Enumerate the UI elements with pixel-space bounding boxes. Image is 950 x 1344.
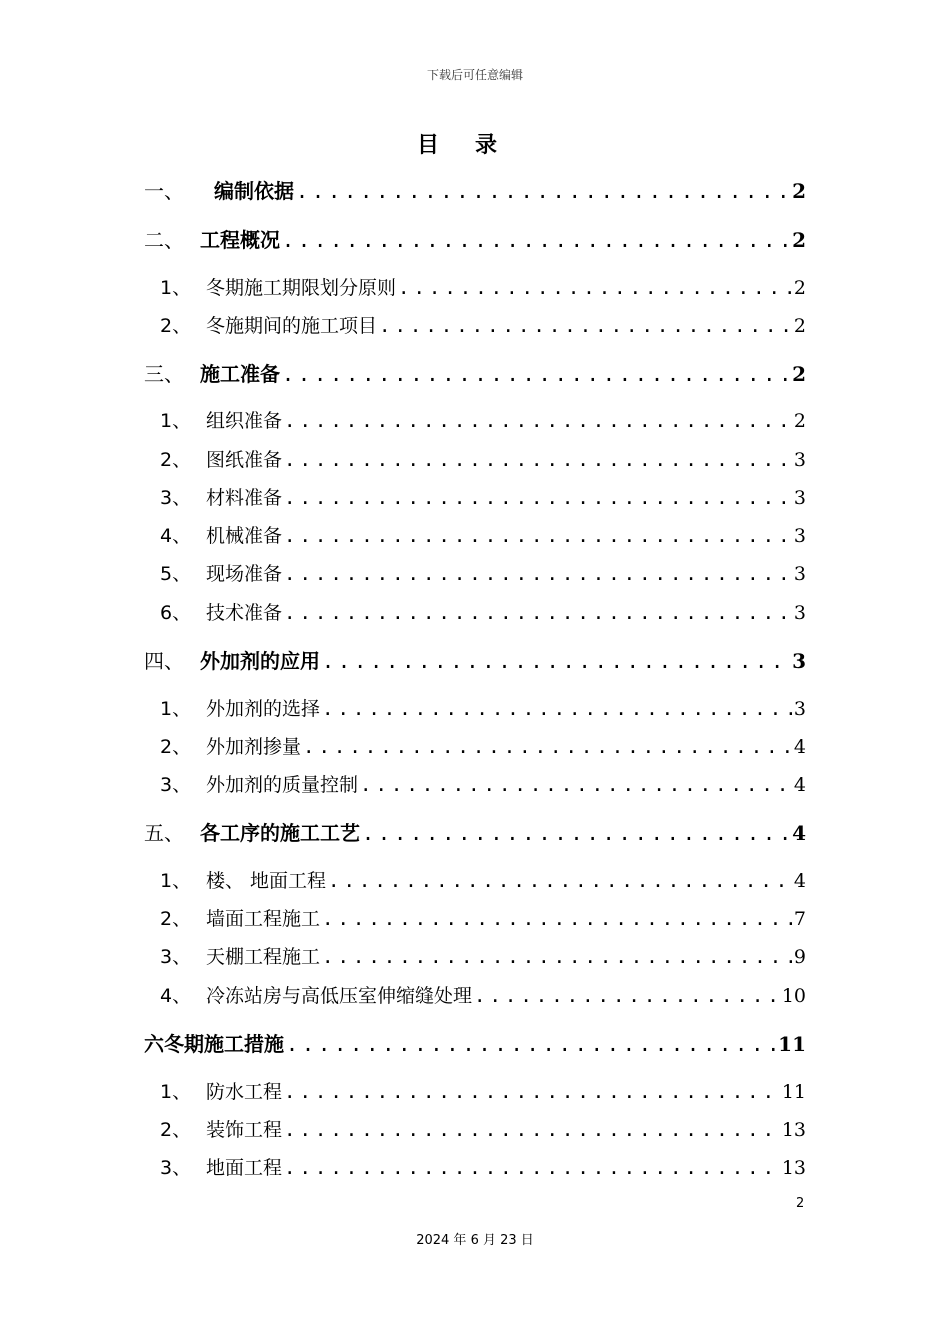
toc-entry-number: 2、 xyxy=(160,315,192,337)
toc-entry[interactable] xyxy=(144,1153,806,1183)
toc-entry[interactable] xyxy=(144,818,806,848)
toc-leader-dots xyxy=(474,981,780,1011)
toc-leader-dots xyxy=(303,732,792,762)
toc-entry-page: 3 xyxy=(793,449,806,471)
toc-entry-number: 一、 xyxy=(144,179,184,203)
toc-leader-dots xyxy=(282,225,790,255)
toc-entry-number: 3、 xyxy=(160,1157,192,1179)
toc-entry-number: 四、 xyxy=(144,649,184,673)
toc-entry-number: 2、 xyxy=(160,449,192,471)
toc-entry[interactable] xyxy=(144,732,806,762)
toc-leader-dots xyxy=(360,770,792,800)
toc-entry[interactable] xyxy=(144,273,806,303)
toc-leader-dots xyxy=(284,445,792,475)
toc-entry[interactable] xyxy=(144,694,806,724)
toc-entry-title: 现场准备 xyxy=(206,563,283,585)
toc-entry-title: 防水工程 xyxy=(206,1081,283,1103)
toc-entry-title: 地面工程 xyxy=(206,1157,283,1179)
toc-leader-dots xyxy=(398,273,792,303)
toc-leader-dots xyxy=(296,176,790,206)
toc-leader-dots xyxy=(362,818,790,848)
toc-entry[interactable] xyxy=(144,311,806,341)
toc-entry-number: 3、 xyxy=(160,487,192,509)
toc-leader-dots xyxy=(322,646,790,676)
toc-entry[interactable] xyxy=(144,1029,806,1059)
toc-entry[interactable] xyxy=(144,942,806,972)
toc-entry-page: 11 xyxy=(781,1081,806,1103)
toc-entry-title: 天棚工程施工 xyxy=(206,946,321,968)
toc-entry-page: 3 xyxy=(792,649,806,673)
toc-entry[interactable] xyxy=(144,1115,806,1145)
toc-entry-title: 图纸准备 xyxy=(206,449,283,471)
toc-entry-title: 组织准备 xyxy=(206,410,283,432)
toc-entry-title: 编制依据 xyxy=(214,179,294,203)
toc-leader-dots xyxy=(322,694,792,724)
toc-entry-number: 2、 xyxy=(160,736,192,758)
toc-entry[interactable] xyxy=(144,406,806,436)
toc-entry[interactable] xyxy=(144,225,806,255)
toc-leader-dots xyxy=(284,559,792,589)
toc-entry-page: 9 xyxy=(793,946,806,968)
toc-entry-title: 材料准备 xyxy=(206,487,283,509)
toc-entry[interactable] xyxy=(144,770,806,800)
toc-entry-number: 5、 xyxy=(160,563,192,585)
toc-entry-number: 1、 xyxy=(160,410,192,432)
toc-entry-number: 2、 xyxy=(160,1119,192,1141)
toc-entry-title: 外加剂掺量 xyxy=(206,736,302,758)
toc-entry[interactable] xyxy=(144,904,806,934)
toc-entry-title: 外加剂的选择 xyxy=(206,698,321,720)
toc-entry-page: 4 xyxy=(793,870,806,892)
toc-entry[interactable] xyxy=(144,866,806,896)
toc-entry-number: 6、 xyxy=(160,602,192,624)
toc-entry[interactable] xyxy=(144,359,806,389)
toc-entry-number: 4、 xyxy=(160,985,192,1007)
toc-entry-title: 装饰工程 xyxy=(206,1119,283,1141)
toc-entry-number: 1、 xyxy=(160,870,192,892)
toc-entry[interactable] xyxy=(144,521,806,551)
toc-leader-dots xyxy=(322,942,792,972)
toc-entry[interactable] xyxy=(144,483,806,513)
toc-entry-title: 墙面工程施工 xyxy=(206,908,321,930)
toc-entry[interactable] xyxy=(144,598,806,628)
toc-entry-page: 3 xyxy=(793,525,806,547)
toc-entry-page: 13 xyxy=(781,1119,806,1141)
toc-entry-number: 二、 xyxy=(144,228,184,252)
page-number: 2 xyxy=(796,1196,805,1211)
toc-entry-number: 1、 xyxy=(160,1081,192,1103)
toc-entry-page: 4 xyxy=(792,821,806,845)
header-note: 下载后可任意编辑 xyxy=(426,68,523,82)
toc-entry-page: 11 xyxy=(778,1032,806,1056)
toc-entry[interactable] xyxy=(144,559,806,589)
toc-entry-title: 外加剂的应用 xyxy=(200,649,320,673)
toc-entry-title: 施工准备 xyxy=(200,362,280,386)
toc-entry-page: 2 xyxy=(793,315,806,337)
toc-entry[interactable] xyxy=(144,981,806,1011)
toc-leader-dots xyxy=(328,866,792,896)
toc-entry-page: 10 xyxy=(781,985,806,1007)
toc-entry-page: 2 xyxy=(792,362,806,386)
toc-leader-dots xyxy=(379,311,792,341)
toc-leader-dots xyxy=(284,406,792,436)
toc-entry-title: 楼、 地面工程 xyxy=(206,870,327,892)
toc-leader-dots xyxy=(284,598,792,628)
toc-entry-title: 六冬期施工措施 xyxy=(144,1032,284,1056)
toc-entry[interactable] xyxy=(144,445,806,475)
footer-date: 2024 年 6 月 23 日 xyxy=(416,1233,534,1248)
toc-leader-dots xyxy=(284,1077,780,1107)
toc-entry-page: 3 xyxy=(793,563,806,585)
toc-entry-title: 工程概况 xyxy=(200,228,280,252)
toc-leader-dots xyxy=(286,1029,776,1059)
toc-entry-title: 机械准备 xyxy=(206,525,283,547)
toc-entry-number: 3、 xyxy=(160,774,192,796)
toc-leader-dots xyxy=(282,359,790,389)
toc-leader-dots xyxy=(284,1115,780,1145)
toc-entry-title: 冷冻站房与高低压室伸缩缝处理 xyxy=(206,985,473,1007)
toc-entry-title: 技术准备 xyxy=(206,602,283,624)
toc-entry-page: 13 xyxy=(781,1157,806,1179)
toc-entry-page: 2 xyxy=(792,228,806,252)
toc-entry-page: 3 xyxy=(793,487,806,509)
toc-entry-page: 7 xyxy=(793,908,806,930)
toc-entry-title: 各工序的施工工艺 xyxy=(200,821,360,845)
toc-leader-dots xyxy=(284,521,792,551)
toc-entry-number: 1、 xyxy=(160,277,192,299)
toc-leader-dots xyxy=(284,483,792,513)
toc-entry-page: 3 xyxy=(793,602,806,624)
toc-leader-dots xyxy=(284,1153,780,1183)
toc-entry-title: 外加剂的质量控制 xyxy=(206,774,359,796)
toc-entry[interactable] xyxy=(144,176,806,206)
toc-title: 目录 xyxy=(416,133,533,158)
toc-entry-number: 1、 xyxy=(160,698,192,720)
toc-entry-page: 2 xyxy=(792,179,806,203)
toc-leader-dots xyxy=(322,904,792,934)
toc-entry-page: 4 xyxy=(793,736,806,758)
toc-entry-number: 五、 xyxy=(144,821,184,845)
toc-entry-page: 4 xyxy=(793,774,806,796)
toc-entry[interactable] xyxy=(144,646,806,676)
toc-entry-number: 三、 xyxy=(144,362,184,386)
toc-entry-number: 2、 xyxy=(160,908,192,930)
toc-entry-number: 4、 xyxy=(160,525,192,547)
toc-entry-title: 冬期施工期限划分原则 xyxy=(206,277,397,299)
toc-entry[interactable] xyxy=(144,1077,806,1107)
toc-entry-page: 2 xyxy=(793,277,806,299)
toc-entry-title: 冬施期间的施工项目 xyxy=(206,315,378,337)
toc-entry-page: 3 xyxy=(793,698,806,720)
toc-entry-page: 2 xyxy=(793,410,806,432)
toc-entry-number: 3、 xyxy=(160,946,192,968)
